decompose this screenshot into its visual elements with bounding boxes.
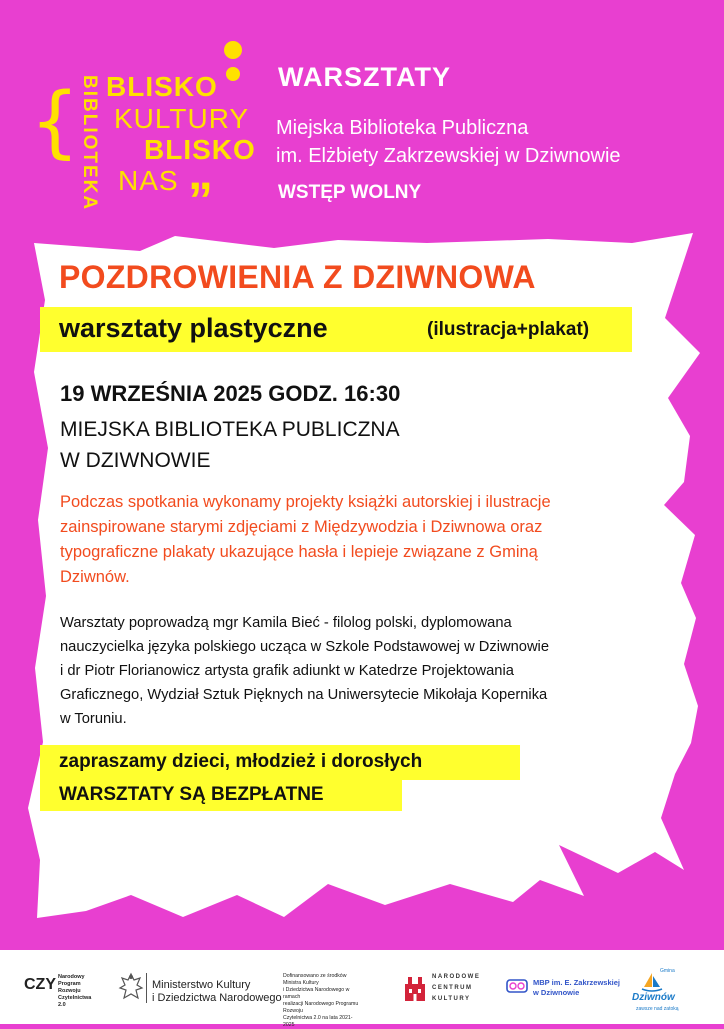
header-admission: WSTĘP WOLNY (278, 182, 422, 203)
event-free: WARSZTATY SĄ BEZPŁATNE (59, 784, 324, 805)
nck-line: CENTRUM (432, 985, 473, 991)
event-subtitle-note: (ilustracja+plakat) (427, 319, 590, 340)
event-hosts (60, 611, 650, 731)
nprc-mark: CZY (24, 976, 56, 993)
nck-line: NARODOWE (432, 974, 481, 980)
description-line: typograficzne plakaty ukazujące hasła i lepieje związane z Gminą (60, 543, 538, 561)
nck-line: KULTURY (432, 996, 471, 1002)
ministry-text (152, 979, 282, 1005)
subtitle-band (40, 307, 632, 352)
logo-brace: { (30, 77, 80, 167)
sponsor-footer (0, 950, 724, 1028)
gmina-top-label: Gmina (660, 968, 675, 974)
header-title: WARSZTATY (278, 62, 451, 92)
hosts-line: nauczycielka języka polskiego ucząca w Szkole Podstawowej w Dziwnowie (60, 639, 549, 655)
hosts-line: Graficznego, Wydział Sztuk Pięknych na Uniwersytecie Mikołaja Kopernika (60, 687, 548, 703)
hosts-line: w Toruniu. (60, 711, 127, 727)
header-library-line: im. Elżbiety Zakrzewskiej w Dziwnowie (276, 145, 621, 167)
header-library-name (276, 114, 621, 170)
owl-books-icon (506, 978, 528, 994)
nprc-text (58, 974, 108, 1009)
funding-line: i Dziedzictwa Narodowego w ramach (283, 987, 350, 1000)
mbp-line: MBP im. E. Zakrzewskiej (533, 978, 620, 987)
description-line: Podczas spotkania wykonamy projekty książki autorskiej i ilustracje (60, 493, 551, 511)
logo-line-2: KULTURY (114, 103, 250, 134)
event-invite: zapraszamy dzieci, młodzież i dorosłych (59, 751, 423, 772)
event-venue-line: W DZIWNOWIE (60, 449, 211, 472)
funding-line: Dofinansowano ze środków Ministra Kultury (283, 973, 347, 986)
logo-vertical-text: BIBLIOTEKA (79, 75, 100, 212)
logo-quote-mark: ” (188, 172, 213, 228)
nprc-line: Rozwoju (58, 988, 81, 994)
gmina-tagline: zawsze nad zatoką (636, 1006, 679, 1012)
event-venue (60, 414, 400, 476)
event-venue-line: MIEJSKA BIBLIOTEKA PUBLICZNA (60, 418, 400, 441)
event-title: POZDROWIENIA Z DZIWNOWA (59, 259, 536, 295)
ministry-line: i Dziedzictwa Narodowego (152, 992, 282, 1004)
logo-line-3: BLISKO (144, 134, 256, 165)
header-library-line: Miejska Biblioteka Publiczna (276, 117, 529, 139)
logo-line-1: BLISKO (106, 71, 218, 102)
sailboat-icon (640, 972, 664, 994)
logo-line-4: NAS (118, 165, 179, 196)
nck-text (432, 972, 480, 1005)
mbp-line: w Dziwnowie (533, 988, 580, 997)
nprc-line: 2.0 (58, 1002, 66, 1008)
description-line: zainspirowane starymi zdjęciami z Międzywodzia i Dziwnowa oraz (60, 518, 543, 536)
logo-dot-bottom (226, 67, 240, 81)
description-line: Dziwnów. (60, 568, 130, 586)
gmina-name: Dziwnów (632, 992, 675, 1003)
nprc-line: Program (58, 981, 81, 987)
nprc-line: Czytelnictwa (58, 995, 92, 1001)
funding-text (283, 973, 363, 1029)
hosts-line: i dr Piotr Florianowicz artysta grafik adiunkt w Katedrze Projektowania (60, 663, 514, 679)
hosts-line: Warsztaty poprowadzą mgr Kamila Bieć - filolog polski, dyplomowana (60, 615, 512, 631)
ministry-divider (146, 973, 147, 1003)
mbp-text (533, 978, 620, 998)
event-description (60, 490, 640, 590)
ministry-line: Ministerstwo Kultury (152, 979, 251, 991)
nck-building-icon (404, 974, 426, 1002)
event-date: 19 WRZEŚNIA 2025 GODZ. 16:30 (60, 381, 401, 406)
funding-line: realizacji Narodowego Programu Rozwoju (283, 1001, 359, 1014)
event-subtitle: warsztaty plastyczne (59, 313, 328, 343)
eagle-emblem-icon (118, 972, 144, 1004)
nprc-line: Narodowy (58, 974, 85, 980)
funding-line: Czytelnictwa 2.0 na lata 2021-2025 (283, 1015, 353, 1028)
logo-dot-top (224, 41, 242, 59)
blisko-kultury-logo (30, 35, 265, 228)
